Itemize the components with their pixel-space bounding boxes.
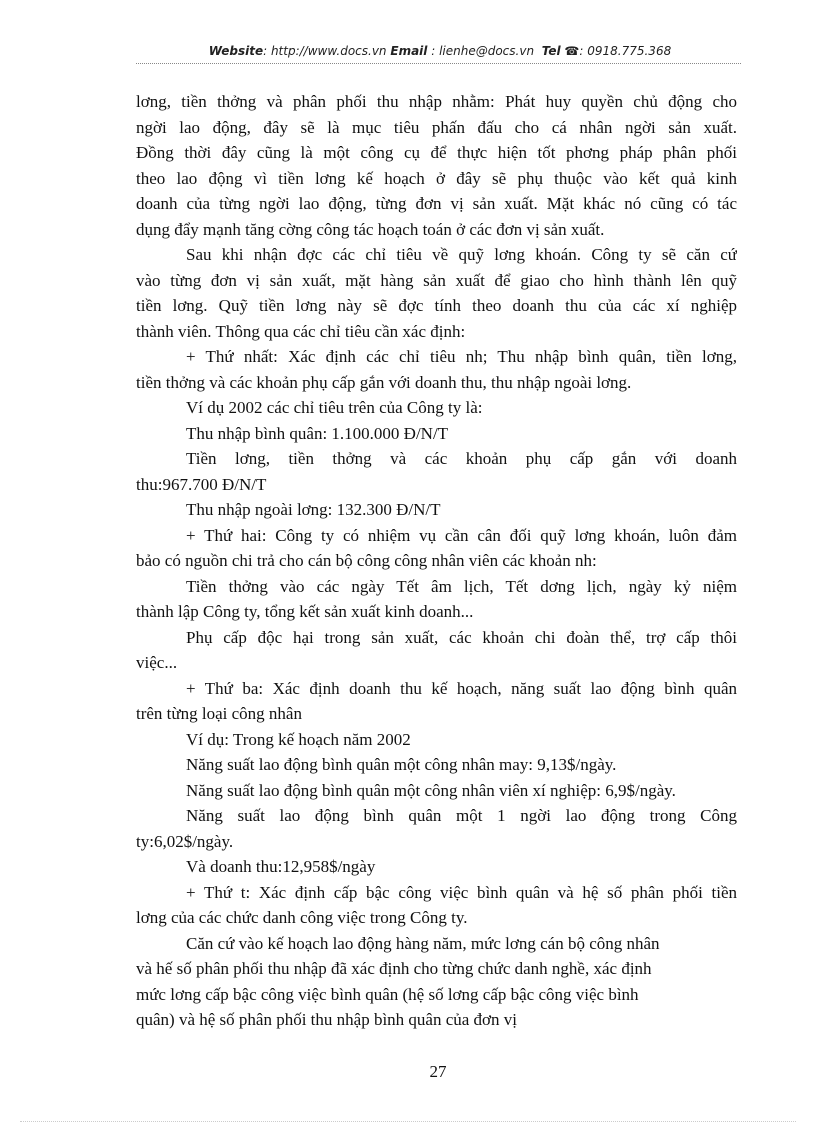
text-line: doanh của từng ngời lao động, từng đơn vị sản xuất. Mặt khác nó cũng có tác — [136, 194, 737, 213]
text-line: Năng suất lao động bình quân một công nhân viên xí nghiệp: 6,9$/ngày. — [186, 780, 676, 800]
text-line: bảo có nguồn chi trả cho cán bộ công công nhân viên các khoản nh: — [136, 551, 597, 570]
text-line: trên từng loại công nhân — [136, 704, 302, 723]
text-line: vào từng đơn vị sản xuất, mặt hàng sản xuất để giao cho hình thành lên quỹ — [136, 270, 737, 290]
text-line: thành lập Công ty, tổng kết sản xuất kinh doanh... — [136, 602, 474, 621]
website-url: : http://www.docs.vn — [263, 44, 387, 58]
page-header — [130, 44, 750, 58]
text-line: và hế số phân phối thu nhập đã xác định cho từng chức danh nghề, xác định — [136, 959, 652, 978]
text-line: Đồng thời đây cũng là một công cụ để thực hiện tốt phơng pháp phân phối — [136, 143, 737, 162]
text-line: Năng suất lao động bình quân một công nhân may: 9,13$/ngày. — [186, 755, 617, 774]
text-line: + Thứ ba: Xác định doanh thu kế hoạch, năng suất lao động bình quân — [186, 678, 737, 698]
text-line: + Thứ t: Xác định cấp bậc công việc bình quân và hệ số phân phối tiền — [186, 882, 737, 902]
text-line: ngời lao động, đây sẽ là mục tiêu phấn đấu cho cá nhân ngời sản xuất. — [136, 117, 737, 137]
text-line: Tiền lơng, tiền thởng và các khoản phụ cấp gắn với doanh — [186, 449, 737, 468]
text-line: + Thứ nhất: Xác định các chỉ tiêu nh; Thu nhập bình quân, tiền lơng, — [186, 347, 737, 366]
text-line: Năng suất lao động bình quân một 1 ngời lao động trong Công — [186, 806, 737, 825]
page-number: 27 — [429, 1062, 447, 1081]
text-line: Thu nhập ngoài lơng: 132.300 Đ/N/T — [186, 500, 441, 519]
text-line: Căn cứ vào kế hoạch lao động hàng năm, mức lơng cán bộ công nhân — [186, 933, 660, 953]
email-label: Email — [390, 44, 428, 58]
text-line: Sau khi nhận đợc các chỉ tiêu về quỹ lơng khoán. Công ty sẽ căn cứ — [186, 245, 737, 264]
website-label: Website — [208, 44, 264, 58]
tel-number: : 0918.775.368 — [579, 44, 672, 58]
text-line: thu:967.700 Đ/N/T — [136, 474, 267, 494]
text-line: Ví dụ 2002 các chỉ tiêu trên của Công ty là: — [186, 398, 483, 417]
header-divider — [136, 63, 741, 64]
text-line: Thu nhập bình quân: 1.100.000 Đ/N/T — [186, 423, 449, 443]
tel-label: Tel — [541, 44, 561, 58]
text-line: theo lao động vì tiền lơng kế hoạch ở đây sẽ phụ thuộc vào kết quả kinh — [136, 168, 737, 188]
text-line: quân) và hệ số phân phối thu nhập bình quân của đơn vị — [136, 1010, 518, 1029]
text-line: lơng, tiền thởng và phân phối thu nhập nhằm: Phát huy quyền chủ động cho — [136, 92, 737, 111]
text-line: Ví dụ: Trong kế hoạch năm 2002 — [186, 729, 411, 749]
text-line: Tiền thởng vào các ngày Tết âm lịch, Tết dơng lịch, ngày kỷ niệm — [186, 576, 737, 596]
page-bottom-divider — [20, 1121, 796, 1122]
text-line: tiền thởng và các khoản phụ cấp gắn với doanh thu, thu nhập ngoài lơng. — [136, 372, 632, 392]
text-line: ty:6,02$/ngày. — [136, 831, 234, 851]
text-line: lơng của các chức danh công việc trong Công ty. — [136, 908, 468, 927]
text-line: tiền lơng. Quỹ tiền lơng này sẽ đợc tính theo doanh thu của các xí nghiệp — [136, 296, 737, 315]
email-address: : lienhe@docs.vn — [427, 44, 535, 58]
text-line: mức lơng cấp bậc công việc bình quân (hệ số lơng cấp bậc công việc bình — [136, 984, 639, 1004]
text-line: Và doanh thu:12,958$/ngày — [186, 857, 376, 876]
text-line: việc... — [136, 653, 178, 672]
phone-icon: ☎ — [564, 44, 580, 58]
text-line: dụng đẩy mạnh tăng cờng công tác hoạch toán ở các đơn vị sản xuất. — [136, 219, 605, 239]
text-line: + Thứ hai: Công ty có nhiệm vụ cần cân đối quỹ lơng khoán, luôn đảm — [186, 525, 737, 545]
text-line: Phụ cấp độc hại trong sản xuất, các khoản chi đoàn thể, trợ cấp thôi — [186, 627, 737, 647]
text-line: thành viên. Thông qua các chỉ tiêu cần xác định: — [136, 321, 466, 341]
